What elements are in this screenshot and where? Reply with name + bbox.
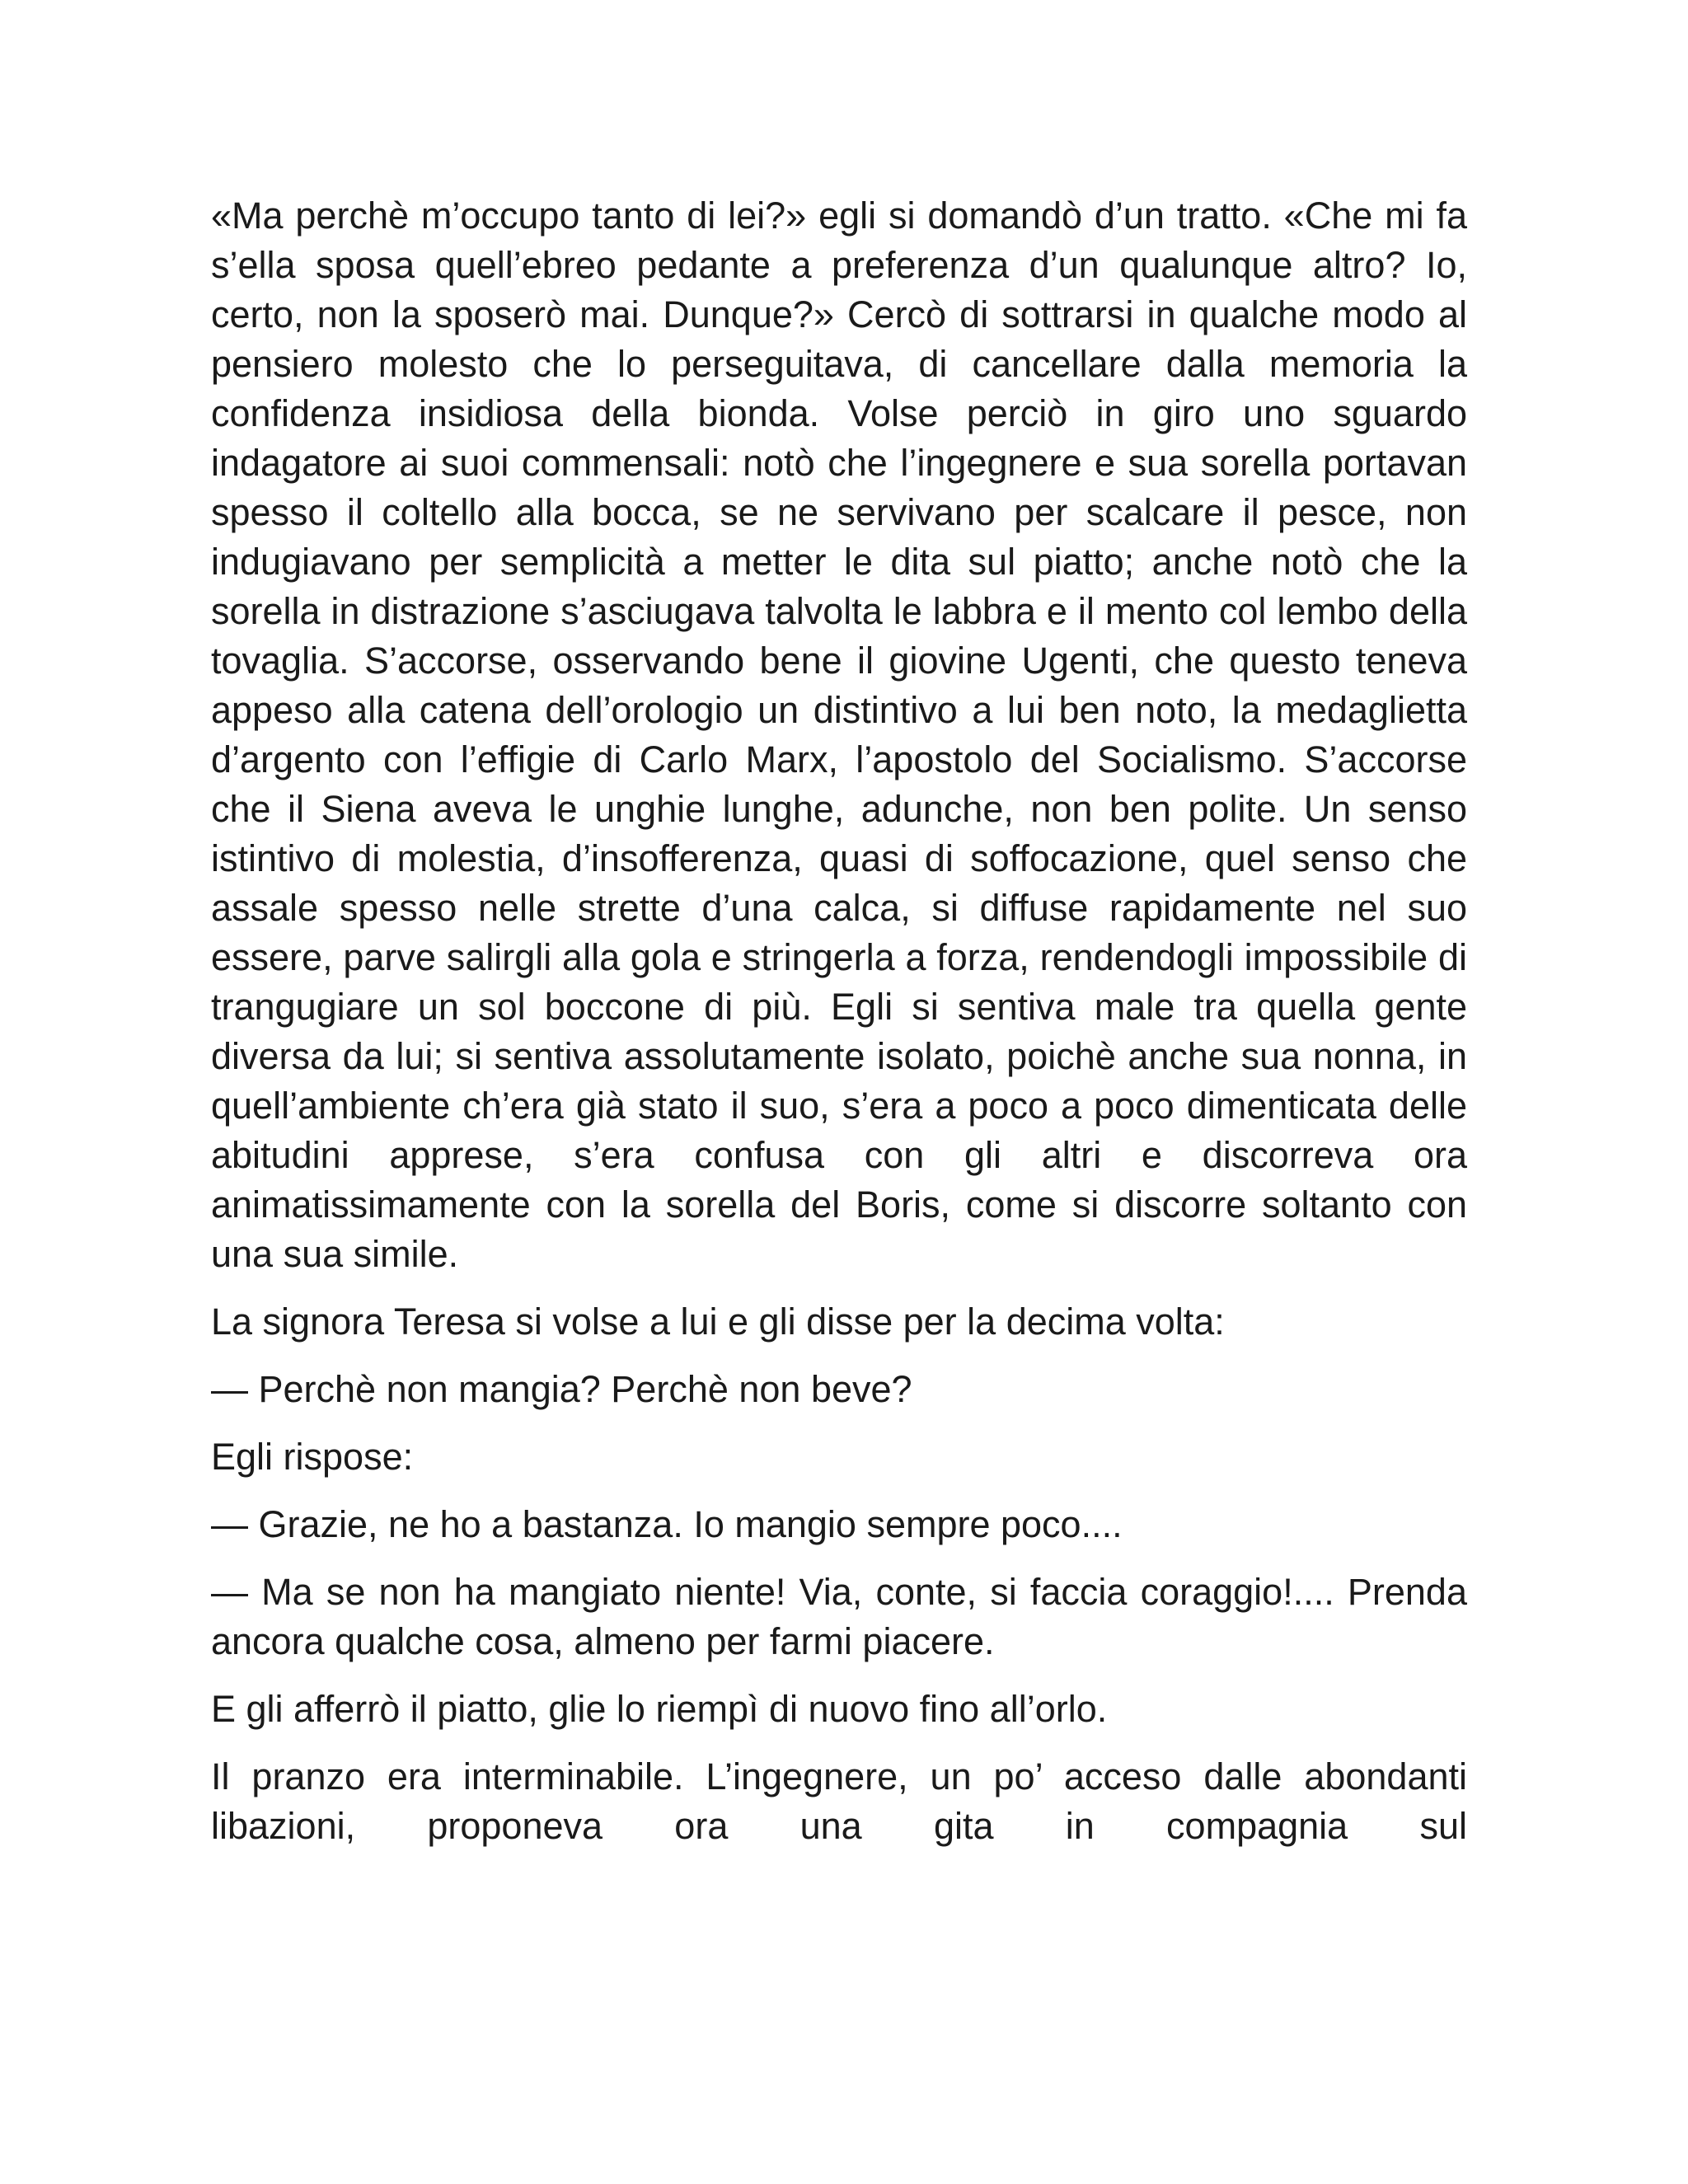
paragraph-5: — Grazie, ne ho a bastanza. Io mangio sempre poco.... (211, 1503, 1123, 1545)
paragraph-6: — Ma se non ha mangiato niente! Via, conte, si faccia coraggio!.... Prenda ancora qualche cosa, almeno per farmi piacere. (211, 1571, 1467, 1662)
paragraph-1: «Ma perchè m’occupo tanto di lei?» egli si domandò d’un tratto. «Che mi fa s’ella sposa quell’ebreo pedante a preferenza d’un qualunque altro? Io, certo, non la sposerò mai. Dunque?» Cercò di sottrarsi in qualche modo al pensiero molesto che lo perseguitava, di cancellare dalla memoria la confidenza insidiosa della bionda. Volse perciò in giro uno sguardo indagatore ai suoi commensali: notò che l’ingegnere e sua sorella portavan spesso il coltello alla bocca, se ne servivano per scalcare il pesce, non indugiavano per semplicità a metter le dita sul piatto; anche notò che la sorella in distrazione s’asciugava talvolta le labbra e il mento col lembo della tovaglia. S’accorse, osservando bene il giovine Ugenti, che questo teneva appeso alla catena dell’orologio un distintivo a lui ben noto, la medaglietta d’argento con l’effigie di Carlo Marx, l’apostolo del Socialismo. S’accorse che il Siena aveva le unghie lunghe, adunche, non ben polite. Un senso istintivo di molestia, d’insofferenza, quasi di soffocazione, quel senso che assale spesso nelle strette d’una calca, si diffuse rapidamente nel suo essere, parve salirgli alla gola e stringerla a forza, rendendogli impossibile di trangugiare un sol boccone di più. Egli si sentiva male tra quella gente diversa da lui; si sentiva assolutamente isolato, poichè anche sua nonna, in quell’ambiente ch’era già stato il suo, s’era a poco a poco dimenticata delle abitudini apprese, s’era confusa con gli altri e discorreva ora animatissimamente con la sorella del Boris, come si discorre soltanto con una sua simile. (211, 194, 1467, 1275)
paragraph-2: La signora Teresa si volse a lui e gli disse per la decima volta: (211, 1301, 1225, 1343)
document-page (211, 191, 1467, 1869)
paragraph-3: — Perchè non mangia? Perchè non beve? (211, 1368, 912, 1410)
paragraph-7: E gli afferrò il piatto, glie lo riempì di nuovo fino all’orlo. (211, 1688, 1108, 1730)
paragraph-8: Il pranzo era interminabile. L’ingegnere, un po’ acceso dalle abondanti libazioni, proponeva ora una gita in compagnia sul (211, 1755, 1467, 1847)
paragraph-4: Egli rispose: (211, 1436, 414, 1478)
